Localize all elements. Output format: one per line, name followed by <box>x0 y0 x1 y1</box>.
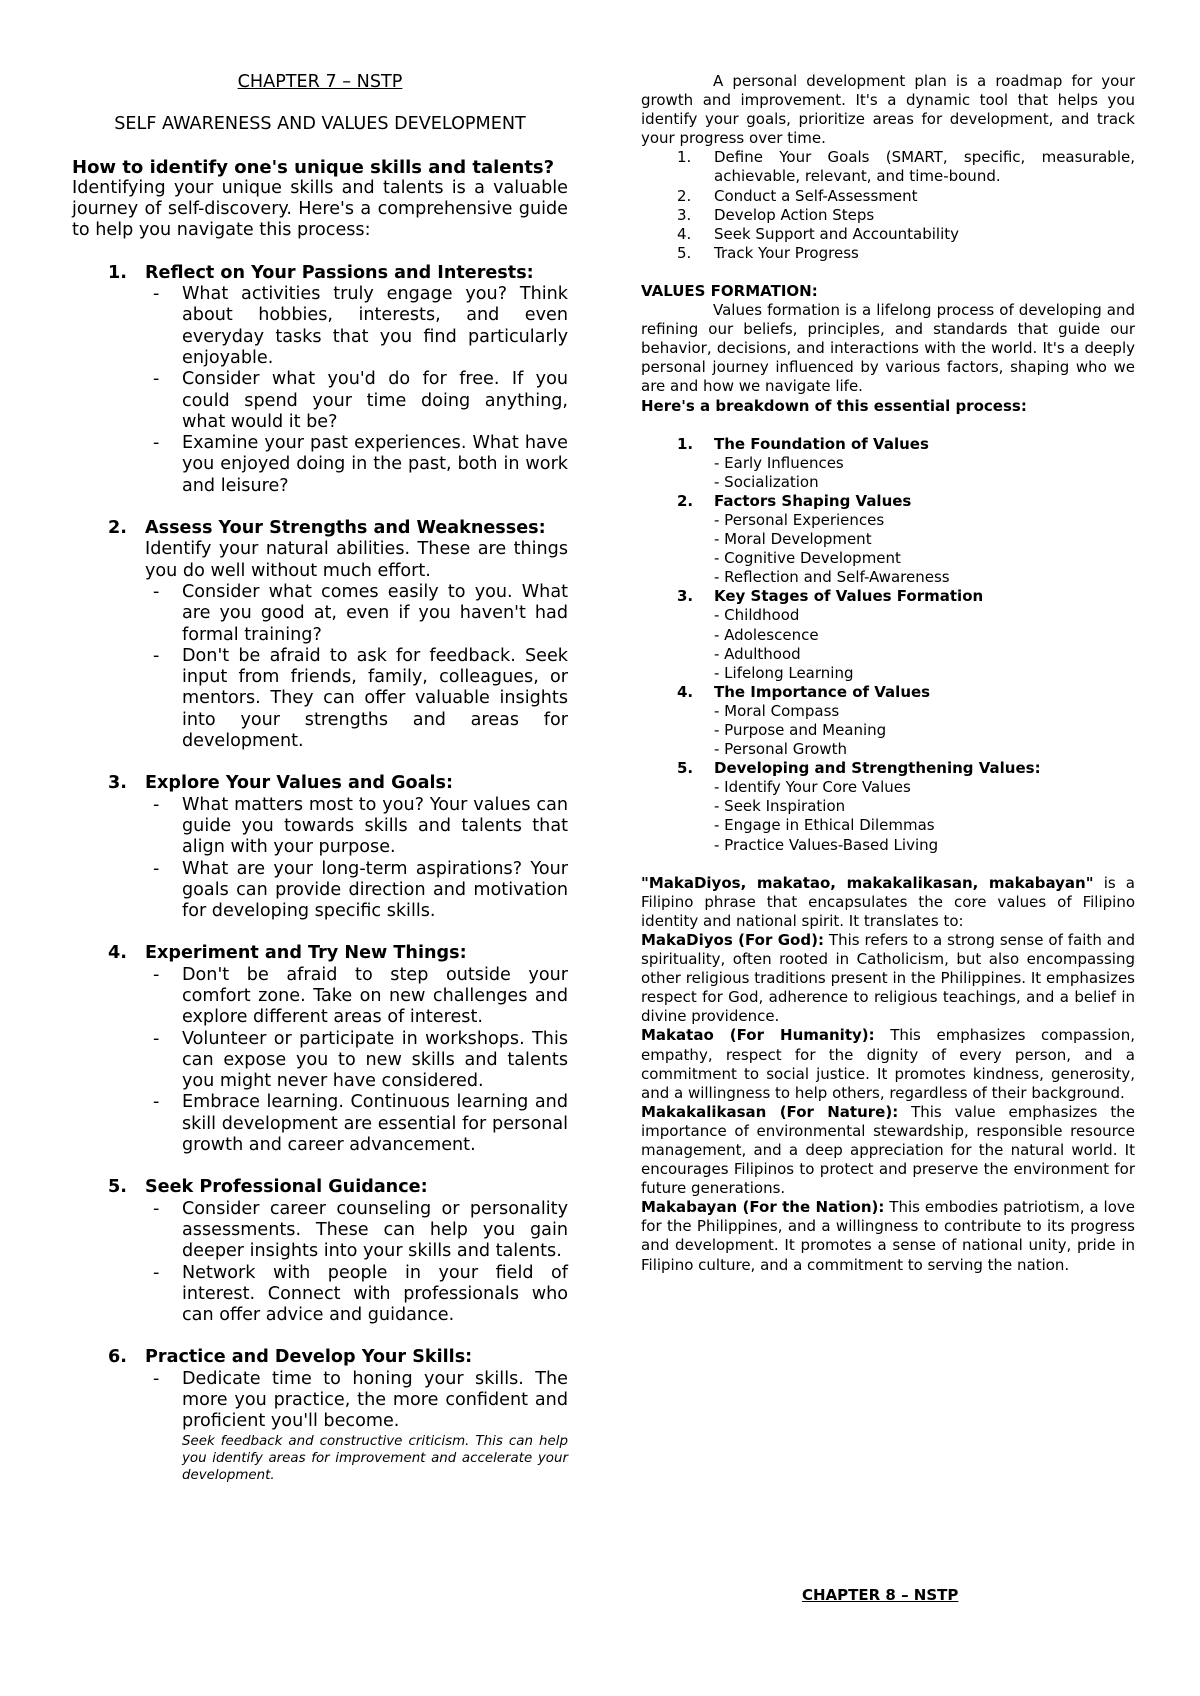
intro-paragraph: Identifying your unique skills and talents is a valuable journey of self-discovery. Here's a comprehensive guide to help you navigate this process: <box>72 177 568 241</box>
values-formation-heading: VALUES FORMATION: <box>641 281 818 300</box>
list-item <box>72 518 568 752</box>
list-item: 3. Develop Action Steps <box>677 205 875 224</box>
bullet: - What activities truly engage you? Think about hobbies, interests, and even everyday tasks that you find particularly enjoyable. <box>153 284 568 368</box>
sub-item: - Reflection and Self-Awareness <box>714 568 950 587</box>
bullet: - Don't be afraid to step outside your comfort zone. Take on new challenges and explore different areas of interest. <box>153 964 568 1028</box>
bullet: - What matters most to you? Your values can guide you towards skills and talents that align with your purpose. <box>153 794 568 858</box>
item-heading: Developing and Strengthening Values: <box>714 759 1041 778</box>
list-item <box>72 773 568 922</box>
item-number: 6. <box>108 1347 127 1368</box>
sub-item: - Personal Experiences <box>714 510 885 529</box>
meaning-makakalikasan: Makakalikasan (For Nature): This value emphasizes the importance of environmental stewardship, responsible resource management, and a deep appreciation for the natural world. It encourages Filipinos to protect and preserve the environment for future generations. <box>641 1102 1135 1198</box>
sub-item: - Moral Development <box>714 530 872 549</box>
item-number: 3. <box>108 773 127 794</box>
sub-item: - Personal Growth <box>714 740 848 759</box>
bullet: - Dedicate time to honing your skills. The more you practice, the more confident and proficient you'll become. <box>153 1368 568 1432</box>
sub-item: - Identify Your Core Values <box>714 778 911 797</box>
bullet: - Consider career counseling or personality assessments. These can help you gain deeper insights into your skills and talents. <box>153 1198 568 1262</box>
item-heading: Factors Shaping Values <box>714 491 912 510</box>
sub-item: - Purpose and Meaning <box>714 721 887 739</box>
item-heading: Practice and Develop Your Skills: <box>145 1347 473 1368</box>
sub-item: - Lifelong Learning <box>714 663 854 682</box>
sub-item: - Adulthood <box>714 644 801 663</box>
item-heading: The Importance of Values <box>714 682 931 701</box>
bullet: - Volunteer or participate in workshops. This can expose you to new skills and talents you might never have considered. <box>153 1028 568 1092</box>
main-title: SELF AWARENESS AND VALUES DEVELOPMENT <box>114 114 526 135</box>
bullet: - Consider what you'd do for free. If you could spend your time doing anything, what would it be? <box>153 369 568 432</box>
sub-item: - Cognitive Development <box>714 549 901 568</box>
item-heading: Experiment and Try New Things: <box>145 943 467 964</box>
bullet: - What are your long-term aspirations? Your goals can provide direction and motivation for developing specific skills. <box>153 858 568 922</box>
list-item <box>72 943 568 1156</box>
bullet: - Don't be afraid to ask for feedback. Seek input from friends, family, colleagues, or mentors. They can offer valuable insights into your strengths and areas for development. <box>153 645 568 752</box>
breakdown-heading: Here's a breakdown of this essential process: <box>641 396 1027 415</box>
sub-item: - Childhood <box>714 606 800 625</box>
item-heading: Assess Your Strengths and Weaknesses: <box>145 518 546 539</box>
sub-item: - Engage in Ethical Dilemmas <box>714 816 935 835</box>
list-item: 1. Define Your Goals (SMART, specific, measurable, achievable, relevant, and time-bound. <box>677 148 1135 186</box>
list-item: 4. The Importance of Values - Moral Compass - Purpose and Meaning - Personal Growth <box>641 683 1135 759</box>
sub-item: - Seek Inspiration <box>714 797 846 816</box>
list-item: 1. The Foundation of Values - Early Influences - Socialization <box>641 435 1135 492</box>
item-heading: Explore Your Values and Goals: <box>145 773 454 794</box>
list-item: 2. Conduct a Self-Assessment <box>677 186 918 205</box>
list-item: 3. Key Stages of Values Formation - Childhood - Adolescence - Adulthood - Lifelong Learning <box>641 587 1135 682</box>
plan-steps-list <box>641 148 1135 263</box>
sub-item: - Adolescence <box>714 625 819 644</box>
item-text: Identify your natural abilities. These are things you do well without much effort. <box>145 539 568 581</box>
next-chapter-title: CHAPTER 8 – NSTP <box>802 1586 959 1604</box>
bullet: - Consider what comes easily to you. What are you good at, even if you haven't had formal training? <box>153 581 568 645</box>
item-number: 4. <box>108 943 127 964</box>
list-item: 5. Track Your Progress <box>677 243 859 262</box>
list-item <box>72 263 568 497</box>
item-heading: Reflect on Your Passions and Interests: <box>145 262 534 283</box>
item-number: 1. <box>108 262 127 283</box>
sub-item: - Early Influences <box>714 453 844 472</box>
motto-paragraph: "MakaDiyos, makatao, makakalikasan, makabayan" is a Filipino phrase that encapsulates the core values of Filipino identity and national spirit. It translates to: <box>641 873 1135 930</box>
values-list <box>641 435 1135 855</box>
item-number: 2. <box>108 518 127 539</box>
values-formation-text: Values formation is a lifelong process of developing and refining our beliefs, principles, and standards that guide our behavior, decisions, and interactions with the world. It's a deeply personal journey influenced by various factors, shaping who we are and how we navigate life. <box>641 301 1135 396</box>
item-heading: The Foundation of Values <box>714 434 929 453</box>
right-column <box>641 0 1135 1275</box>
meaning-makatao: Makatao (For Humanity): This emphasizes compassion, empathy, respect for the dignity of every person, and a commitment to social justice. It promotes kindness, generosity, and a willingness to help others, regardless of their background. <box>641 1026 1135 1102</box>
bullet: - Examine your past experiences. What have you enjoyed doing in the past, both in work and leisure? <box>153 433 568 496</box>
item-heading: Key Stages of Values Formation <box>714 587 984 606</box>
skills-list <box>72 263 568 1484</box>
item-number: 5. <box>108 1177 127 1198</box>
list-item: 2. Factors Shaping Values - Personal Experiences - Moral Development - Cognitive Development - Reflection and Self-Awareness <box>641 492 1135 587</box>
sub-item: - Moral Compass <box>714 701 840 720</box>
bullet: - Network with people in your field of interest. Connect with professionals who can offer advice and guidance. <box>153 1262 568 1326</box>
italic-note: Seek feedback and constructive criticism. This can help you identify areas for improvement and accelerate your development. <box>182 1433 568 1483</box>
sub-item: - Practice Values-Based Living <box>714 835 939 854</box>
meaning-makabayan: Makabayan (For the Nation): This embodies patriotism, a love for the Philippines, and a willingness to contribute to its progress and development. It promotes a sense of national unity, pride in Filipino culture, and a commitment to serving the nation. <box>641 1198 1135 1274</box>
list-item: 5. Developing and Strengthening Values: - Identify Your Core Values - Seek Inspiration - Engage in Ethical Dilemmas - Practice Values-Based Living <box>641 759 1135 854</box>
sub-item: - Socialization <box>714 472 819 491</box>
list-item <box>72 1177 568 1326</box>
meaning-makadiyos: MakaDiyos (For God): This refers to a strong sense of faith and spirituality, often rooted in Catholicism, but also encompassing other religious traditions present in the Philippines. It emphasizes respect for God, adherence to religious teachings, and a belief in divine providence. <box>641 930 1135 1026</box>
left-column <box>72 0 568 1484</box>
plan-intro: A personal development plan is a roadmap for your growth and improvement. It's a dynamic tool that helps you identify your goals, prioritize areas for development, and track your progress over time. <box>641 72 1135 148</box>
list-item: 4. Seek Support and Accountability <box>677 224 960 243</box>
chapter-title: CHAPTER 7 – NSTP <box>237 72 403 92</box>
bullet: - Embrace learning. Continuous learning and skill development are essential for personal growth and career advancement. <box>153 1092 568 1156</box>
list-item <box>72 1347 568 1483</box>
section-question: How to identify one's unique skills and talents? <box>72 156 555 178</box>
item-heading: Seek Professional Guidance: <box>145 1177 428 1198</box>
